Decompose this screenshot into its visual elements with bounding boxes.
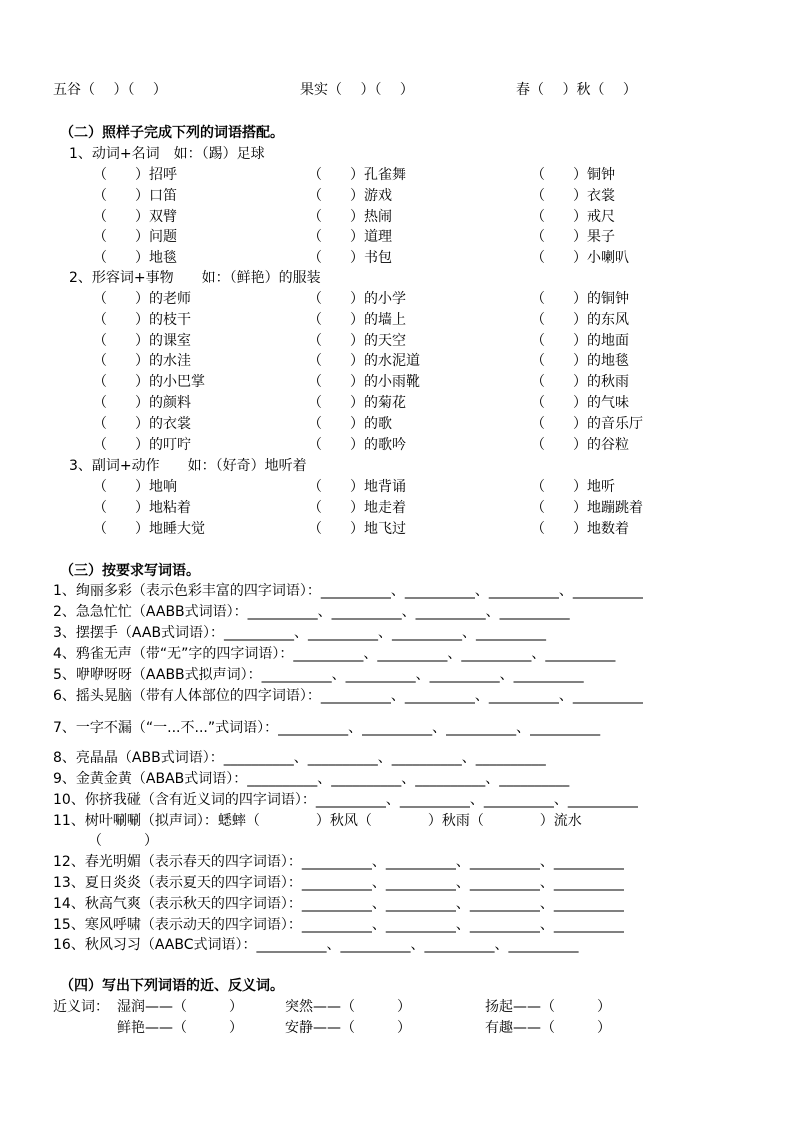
match-item: （ ）的水泥道 [308,353,420,370]
match-item: （ ）衣裳 [531,187,615,204]
exercise-item: 10、你挤我碰（含有近义词的四字词语）：__________、__________、__________、__________ [53,792,638,808]
match-item: （ ）小喇叭 [531,250,629,267]
match-item: （ ）道理 [308,229,392,246]
exercise-item: 8、亮晶晶（ABB式词语）：__________、__________、__________、__________ [53,750,546,766]
exercise-item: 15、寒风呼啸（表示动天的四字词语）：__________、__________、__________、__________ [53,917,624,933]
exercise-item: 7、一字不漏（“一...不...”式词语）：__________、__________、__________、__________ [53,720,601,736]
exercise-item: 9、金黄金黄（ABAB式词语）：__________、__________、__________、__________ [53,771,570,787]
exercise-item: 12、春光明媚（表示春天的四字词语）：__________、__________、__________、__________ [53,854,624,870]
match-item: （ ）的墙上 [308,311,406,328]
match-item: （ ）地飞过 [308,520,406,537]
exercise-item: 1、绚丽多彩（表示色彩丰富的四字词语）：__________、__________、__________、__________ [53,583,643,599]
match-item: （ ）的小巴掌 [93,374,205,391]
match-item: （ ）招呼 [93,167,177,183]
section-title: （二）照样子完成下列的词语搭配。 [60,125,284,141]
match-item: （ ）游戏 [308,187,392,204]
exercise-item: 16、秋风习习（AABC式词语）：__________、__________、__________、__________ [53,937,579,953]
match-item: （ ）的小雨靴 [308,374,420,391]
match-item: （ ）的秋雨 [531,374,629,391]
match-item: （ ）问题 [93,229,177,246]
section-title: （四）写出下列词语的近、反义词。 [60,978,284,994]
match-item: （ ）的地面 [531,332,629,349]
synonym-item: 湿润——（ ） [117,999,243,1015]
match-item: （ ）的老师 [93,291,191,307]
match-item: （ ）热闹 [308,208,392,225]
exercise-item: 4、鸦雀无声（带“无”字的四字词语）：__________、__________、__________、__________ [53,646,616,662]
match-item: （ ）的天空 [308,332,406,349]
synonym-item: 安静——（ ） [285,1020,411,1036]
match-item: （ ）地听 [531,479,615,495]
match-item: （ ）的东风 [531,311,629,328]
synonym-item: 扬起——（ ） [485,999,611,1015]
match-item: （ ）地蹦跳着 [531,499,643,516]
synonym-item: 鲜艳——（ ） [117,1020,243,1036]
match-item: （ ）果子 [531,229,615,246]
match-item: （ ）地睡大觉 [93,520,205,537]
match-item: （ ）口笛 [93,187,177,204]
section-title: （三）按要求写词语。 [60,563,200,579]
match-item: （ ）双臂 [93,208,177,225]
synonym-item: 有趣——（ ） [485,1020,611,1036]
match-item: （ ）的颜料 [93,395,191,411]
match-item: （ ）的枝干 [93,311,191,328]
match-item: （ ）的音乐厅 [531,415,643,432]
exercise-item: 6、摇头晃脑（带有人体部位的四字词语）：__________、__________、__________、__________ [53,688,643,704]
match-item: （ ）的歌 [308,415,392,432]
match-item: （ ）的水洼 [93,353,191,370]
match-item: （ ）的衣裳 [93,415,191,432]
match-item: （ ）的谷粒 [531,436,629,453]
match-item: （ ）地毯 [93,250,177,267]
exercise-item: 2、急急忙忙（AABB式词语）：__________、__________、__________、__________ [53,604,570,620]
synonym-item: 突然——（ ） [285,999,411,1015]
exercise-item: 3、摆摆手（AAB式词语）：__________、__________、__________、__________ [53,625,547,641]
match-item: （ ）的地毯 [531,353,629,370]
part-heading: 3、副词+动作 如：（好奇）地听着 [69,458,307,474]
top-item: 五谷（ ）（ ） [53,82,167,98]
match-item: （ ）的课室 [93,332,191,349]
match-item: （ ）的小学 [308,291,406,307]
match-item: （ ）地响 [93,479,177,495]
match-item: （ ）的菊花 [308,395,406,411]
match-item: （ ）地背诵 [308,479,406,495]
part-heading: 2、形容词+事物 如：（鲜艳）的服装 [69,270,321,286]
exercise-item: 13、夏日炎炎（表示夏天的四字词语）：__________、__________、__________、__________ [53,875,624,891]
synonym-label: 近义词： [53,999,109,1015]
match-item: （ ）铜钟 [531,167,615,183]
match-item: （ ）的气味 [531,395,629,411]
top-item: 果实（ ）（ ） [300,82,414,98]
match-item: （ ）戒尺 [531,208,615,225]
match-item: （ ）地粘着 [93,499,191,516]
exercise-item: 11、树叶唰唰（拟声词）：蟋蟀（ ）秋风（ ）秋雨（ ）流水 [53,813,582,829]
exercise-item: （ ） [88,833,158,849]
match-item: （ ）孔雀舞 [308,167,406,183]
match-item: （ ）地走着 [308,499,406,516]
top-item: 春（ ）秋（ ） [516,82,637,98]
exercise-item: 14、秋高气爽（表示秋天的四字词语）：__________、__________、__________、__________ [53,896,624,912]
match-item: （ ）书包 [308,250,392,267]
part-heading: 1、动词+名词 如：（踢）足球 [69,146,265,162]
match-item: （ ）地数着 [531,520,629,537]
match-item: （ ）的叮咛 [93,436,191,453]
match-item: （ ）的歌吟 [308,436,406,453]
match-item: （ ）的铜钟 [531,291,629,307]
exercise-item: 5、咿咿呀呀（AABB式拟声词）：__________、__________、__________、__________ [53,667,584,683]
